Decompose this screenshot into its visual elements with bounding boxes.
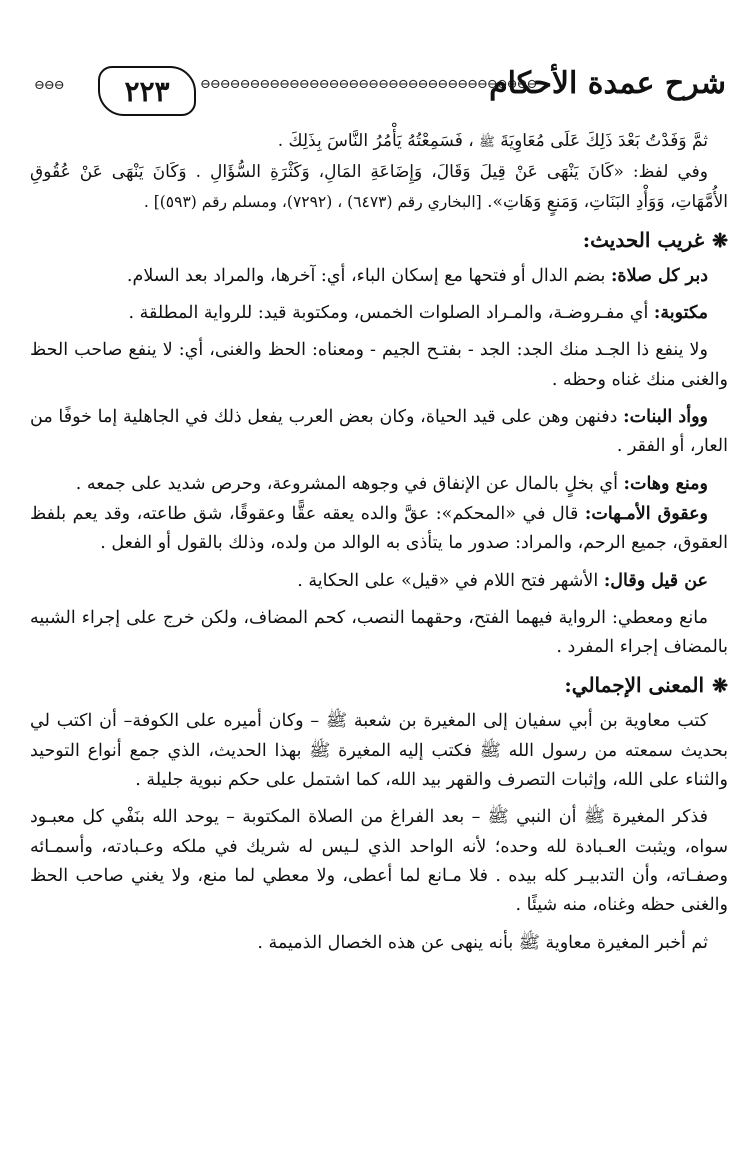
gharib-term: عن قيل وقال: <box>603 570 708 591</box>
page-body <box>30 127 728 966</box>
gharib-entry <box>30 500 728 559</box>
gharib-entry <box>30 403 728 462</box>
gharib-text: أي مفـروضـة، والمـراد الصلوات الخمس، ومكتوبة قيد: للرواية المطلقة . <box>128 303 649 324</box>
header-ornament-chain: ⊖⊖⊖⊖⊖⊖⊖⊖⊖⊖⊖⊖⊖⊖⊖⊖⊖⊖⊖⊖⊖⊖⊖⊖⊖⊖⊖⊖⊖⊖⊖⊖⊖⊖ <box>200 77 537 92</box>
gharib-entry <box>30 604 728 663</box>
gharib-entry <box>30 262 728 291</box>
gharib-term: دبر كل صلاة: <box>610 265 708 286</box>
book-title: شرح عمدة الأحكام <box>489 66 726 101</box>
hadith-line-1 <box>30 127 728 157</box>
ijmali-text: ثم أخبر المغيرة معاوية ﷺ بأنه ينهى عن هذه الخصال الذميمة . <box>257 932 708 953</box>
gharib-text: الجد - بفتـح الجيم - ومعناه: الحظ والغنى، أي: لا ينفع صاحب الحظ والغنى منك غناه وحظه . <box>30 340 728 390</box>
hadith-reference: [البخاري رقم (٦٤٧٣) ، (٧٢٩٢)، ومسلم رقم (٥٩٣)] . <box>143 192 482 211</box>
hadith-variant <box>30 158 728 217</box>
hadith-variant-text: وفي لفظ: «كَانَ يَنْهَى عَنْ قِيلَ وَقَالَ، وَإِضَاعَةِ المَالِ، وَكَثْرَةِ السُّؤَالِ . وَكَانَ يَنْهَى عَنْ عُقُوقِ الأُمَّهَاتِ، وَوَأْدِ البَنَاتِ، وَمَنعٍ وَهَاتِ». <box>30 162 728 212</box>
section-title-ijmali: المعنى الإجمالي: <box>564 673 705 698</box>
gharib-term: وعقوق الأمـهات: <box>584 503 708 524</box>
ijmali-paragraph <box>30 707 728 795</box>
gharib-term: مكتوبة: <box>653 303 708 324</box>
gharib-entry <box>30 567 728 596</box>
ijmali-paragraph <box>30 803 728 920</box>
gharib-text: دفنهن وهن على قيد الحياة، وكان بعض العرب يفعل ذلك في الجاهلية إما خوفًا من العار، أو الفقر . <box>30 407 728 457</box>
section-title-gharib: غريب الحديث: <box>582 227 705 252</box>
hadith-line-1-end: ، فَسَمِعْتُهُ يَأْمُرُ النَّاسَ بِذَلِكَ . <box>277 131 474 151</box>
header-ornament-end: ⊖⊖⊖ <box>34 78 64 93</box>
gharib-entry <box>30 470 728 499</box>
ijmali-text: فذكر المغيرة ﷺ أن النبي ﷺ – بعد الفراغ من الصلاة المكتوبة – يوحد الله بنَفْي كل معبـود سواه، ويثبت العـبادة لله وحده؛ لأنه الواحد الذي لـيس له شريك في ملكه وعـبادته، وأسمـائه وصفـاته، وأن التدبيـر كله بيده . فلا مـانع لما أعطى، ولا معطي لما منع، ولا يغني صاحب الحظ والغنى حظه وغناه، منه شيئًا . <box>30 807 728 916</box>
gharib-text: الرواية فيهما الفتح، وحقهما النصب، كحم المضاف، ولكن خرج على إجراء الشبيه بالمضاف إجراء المفرد . <box>30 607 728 658</box>
salutation-icon: ﷺ <box>479 135 495 150</box>
gharib-term: ولا ينفع ذا الجـد منك الجد: <box>516 340 708 361</box>
hadith-line-1-text: ثمَّ وَفَدْتُ بَعْدَ ذَلِكَ عَلَى مُعَاوِيَةَ <box>500 131 708 151</box>
gharib-term: ووأد البنات: <box>623 407 708 428</box>
gharib-text: قال في «المحكم»: عقَّ والده يعقه عقًّا وعقوقًا، شق طاعته، وقد يعم بلفظ العقوق، جميع الرحم، والمراد: صدور ما يتأذى به الوالد من ولده، وذلك بالقول أو الفعل . <box>30 503 728 554</box>
ijmali-paragraph <box>30 929 728 958</box>
gharib-text: بضم الدال أو فتحها مع إسكان الباء، أي: آخرها، والمراد بعد السلام. <box>126 265 606 286</box>
star-icon: ❋ <box>712 675 728 698</box>
gharib-term: ومنع وهات: <box>623 473 708 494</box>
gharib-text: الأشهر فتح اللام في «قيل» على الحكاية . <box>297 570 599 591</box>
page-number: ٢٢٣ <box>98 66 196 116</box>
star-icon: ❋ <box>712 229 728 252</box>
section-heading-ijmali <box>30 670 728 701</box>
ijmali-text: كتب معاوية بن أبي سفيان إلى المغيرة بن شعبة ﷺ – وكان أميره على الكوفة– أن اكتب لي بحديث سمعته من رسول الله ﷺ فكتب إليه المغيرة ﷺ بهذا الحديث، الذي جمع أنواع التوحيد والثناء على الله، وإثبات التصرف والقهر بيد الله، كما اشتمل على حكم نبوية جليلة . <box>30 711 728 791</box>
gharib-entry <box>30 336 728 395</box>
gharib-text: أي بخلٍ بالمال عن الإنفاق في وجوهه المشروعة، وحرص شديد على جمعه . <box>75 473 618 494</box>
section-heading-gharib <box>30 225 728 256</box>
page-header <box>28 64 728 118</box>
gharib-term: مانع ومعطي: <box>612 607 708 628</box>
gharib-entry <box>30 299 728 328</box>
